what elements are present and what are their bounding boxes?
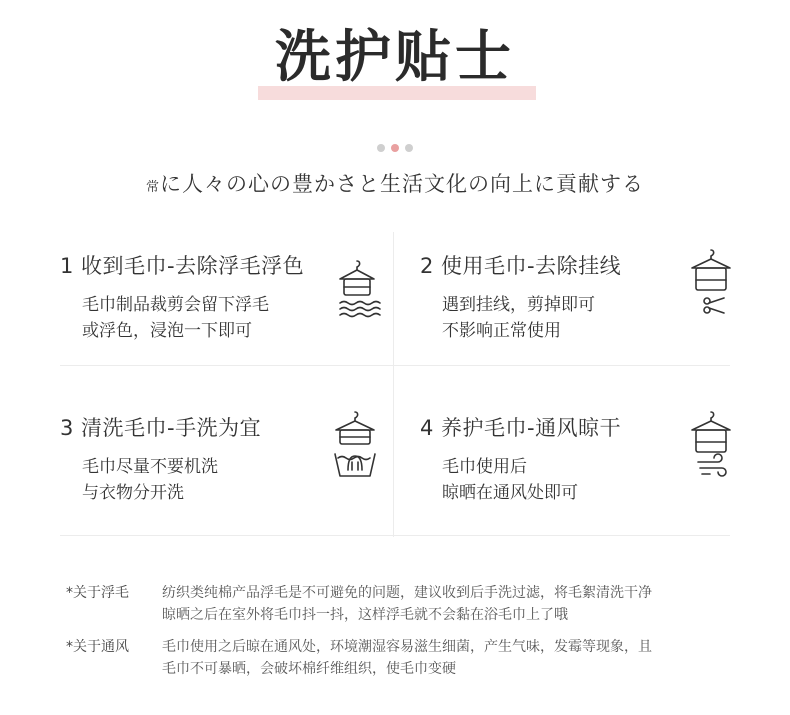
tip-line: 毛巾使用后: [442, 457, 527, 477]
tip-line: 不影响正常使用: [442, 321, 561, 341]
tips-grid: [60, 232, 730, 537]
note-line: 毛巾不可暴晒，会破坏棉纤维组织，使毛巾变硬: [162, 661, 456, 677]
note-line: 晾晒之后在室外将毛巾抖一抖，这样浮毛就不会黏在浴毛巾上了哦: [162, 607, 568, 623]
note-line: 毛巾使用之后晾在通风处，环境潮湿容易滋生细菌，产生气味，发霉等现象，且: [162, 639, 652, 655]
towel-hanger-wind-icon: [686, 410, 736, 480]
subtitle-lead: 常: [145, 180, 160, 195]
dot-active: [391, 144, 399, 152]
grid-divider-vertical: [393, 232, 394, 537]
towel-hanger-scissors-icon: [686, 246, 736, 316]
note-label: *关于浮毛: [66, 585, 129, 601]
tip-line: 毛巾制品裁剪会留下浮毛: [82, 295, 269, 315]
title-area: [0, 22, 790, 92]
page-title: 洗护贴士: [275, 24, 515, 90]
tip-title: 3 清洗毛巾-手洗为宜: [60, 416, 262, 440]
note-line: 纺织类纯棉产品浮毛是不可避免的问题，建议收到后手洗过滤，将毛絮清洗干净: [162, 585, 652, 601]
dot: [377, 144, 385, 152]
tip-line: 毛巾尽量不要机洗: [82, 457, 218, 477]
tip-line: 晾晒在通风处即可: [442, 483, 578, 503]
towel-hanger-handwash-icon: [330, 410, 380, 480]
tip-line: 或浮色，浸泡一下即可: [82, 321, 252, 341]
tip-title: 2 使用毛巾-去除挂线: [420, 254, 622, 278]
subtitle: [0, 168, 790, 198]
tip-title: 1 收到毛巾-去除浮毛浮色: [60, 254, 305, 278]
note-label: *关于通风: [66, 639, 129, 655]
subtitle-text: に人々の心の豊かさと生活文化の向上に貢献する: [160, 172, 644, 196]
tip-line: 与衣物分开洗: [82, 483, 184, 503]
pagination-dots: [0, 137, 790, 156]
towel-hanger-water-icon: [332, 257, 382, 327]
tip-title: 4 养护毛巾-通风晾干: [420, 416, 622, 440]
tip-line: 遇到挂线，剪掉即可: [442, 295, 595, 315]
dot: [405, 144, 413, 152]
